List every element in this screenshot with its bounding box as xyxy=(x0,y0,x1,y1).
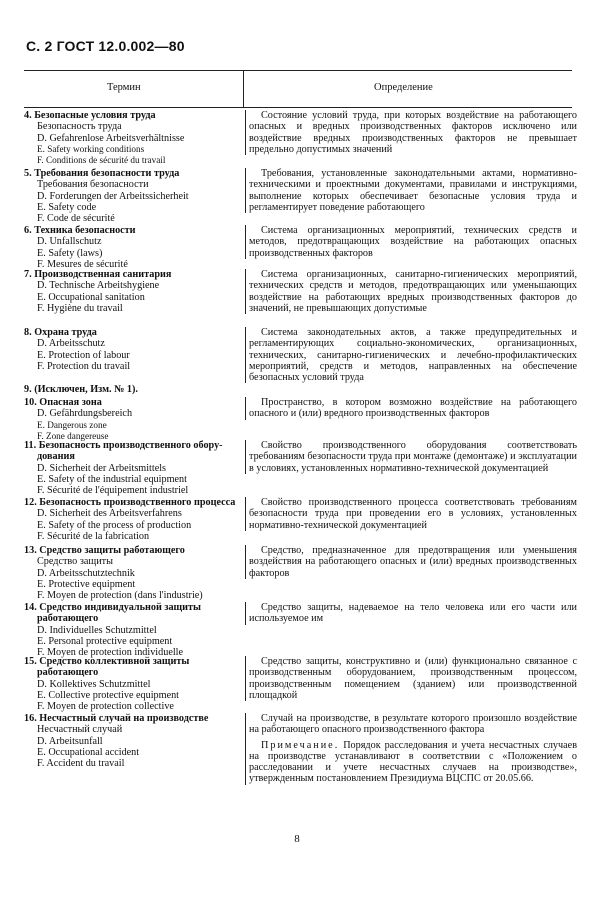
term-cell: 13. Средство защиты работающего Средство защиты D. Arbeitsschutztechnik E. Protective equipment F. Moyen de protection (dans l'industrie) xyxy=(24,545,244,601)
term-title: Опасная зона xyxy=(39,397,102,408)
term-fr: F. Protection du travail xyxy=(37,360,131,372)
term-fr: F. Moyen de protection individuelle xyxy=(37,647,184,659)
definition-cell: Случай на производстве, в результате которого произошло воздействие на работающего опасного производственного фактора Примечание. Порядок расследования и учета несчастных случаев на производстве устанавливают в соответствии с «Положением о расследовании и учете несчастных случаев на производстве», утвержденным постановлением Президиума ВЦСПС от 20.05.66. xyxy=(245,713,577,785)
term-title: (Исключен, Изм. № 1). xyxy=(34,384,138,395)
term-cell: 10. Опасная зона D. Gefährdungsbereich E. Dangerous zone F. Zone dangereuse xyxy=(24,397,244,442)
definition-cell: Система законодательных актов, а также предупредительных и регламентирующих социально-экономических, организационных, технических, санитарно-гигиенических и лечебно-профилактических мероприятий, средств и методов, направленных на обеспечение безопасных условий труда xyxy=(245,327,577,383)
term-title: Производственная санитария xyxy=(34,269,172,280)
term-en: E. Safety of the industrial equipment xyxy=(37,473,187,485)
term-title: Требования безопасности труда xyxy=(34,168,180,179)
definition-cell: Требования, установленные законодательными актами, нормативно-техническими и проектными документами, правилами и инструкциями, выполнение которых обеспечивает безопасные условия труда и регламентирует поведение работающего xyxy=(245,168,577,213)
column-divider xyxy=(243,70,244,107)
term-fr: F. Sécurité de l'équipement industriel xyxy=(37,485,189,497)
definition-cell: Свойство производственного оборудования соответствовать требованиям безопасности труда при монтаже (демонтаже) и эксплуатации в условиях, установленных нормативно-технической документацией xyxy=(245,440,577,474)
term-synonym: Средство защиты xyxy=(37,556,113,568)
term-fr: F. Hygiène du travail xyxy=(37,302,123,314)
term-title-cont: работающего xyxy=(37,667,99,679)
term-en: E. Protective equipment xyxy=(37,578,136,590)
term-title: Безопасные условия труда xyxy=(34,110,156,121)
definition-cell: Состояние условий труда, при которых воздействие на работающего опасных и вредных производственных факторов исключено или воздействие вредных производственных факторов не превышает предельно допустимых значений xyxy=(245,110,577,155)
term-cell: 16. Несчастный случай на производстве Несчастный случай D. Arbeitsunfall E. Occupational accident F. Accident du travail xyxy=(24,713,244,769)
term-cell: 7. Производственная санитария D. Technische Arbeitshygiene E. Occupational sanitation F. Hygiène du travail xyxy=(24,269,244,314)
term-en: E. Dangerous zone xyxy=(37,419,107,430)
term-en: E. Safety (laws) xyxy=(37,247,103,259)
term-de: D. Gefahrenlose Arbeitsverhältnisse xyxy=(37,132,185,144)
term-cell: 8. Охрана труда D. Arbeitsschutz E. Protection of labour F. Protection du travail xyxy=(24,327,244,372)
term-cell: 11. Безопасность производственного обору- дования D. Sicherheit der Arbeitsmittels E. Safety of the industrial equipment F. Sécurité de l'équipement industriel xyxy=(24,440,244,496)
term-cell: 6. Техника безопасности D. Unfallschutz E. Safety (laws) F. Mesures de sécurité xyxy=(24,225,244,270)
definition-cell: Система организационных мероприятий, технических средств и методов, предотвращающих воздействие на работающих опасных производственных факторов xyxy=(245,225,577,259)
note xyxy=(249,740,577,785)
term-en: E. Occupational accident xyxy=(37,746,140,758)
definition-cell: Средство, предназначенное для предотвращения или уменьшения воздействия на работающего опасных и (или) вредных производственных факторов xyxy=(245,545,577,579)
term-fr: F. Code de sécurité xyxy=(37,213,115,225)
term-de: D. Kollektives Schutzmittel xyxy=(37,678,151,690)
term-title: Средство коллективной защиты xyxy=(39,656,190,667)
term-cell: 5. Требования безопасности труда Требования безопасности D. Forderungen der Arbeitssicherheit E. Safety code F. Code de sécurité xyxy=(24,168,244,224)
term-title: Средство индивидуальной защиты xyxy=(39,602,201,613)
term-fr: F. Accident du travail xyxy=(37,758,125,770)
table-top-rule xyxy=(24,70,572,71)
term-title: Безопасность производственного процесса xyxy=(39,497,236,508)
term-fr: F. Zone dangereuse xyxy=(37,430,109,441)
page-number: 8 xyxy=(294,833,300,845)
term-title: Безопасность производственного обору- xyxy=(38,440,223,451)
term-fr: F. Conditions de sécurité du travail xyxy=(37,155,166,166)
term-de: D. Unfallschutz xyxy=(37,236,102,248)
term-de: D. Sicherheit der Arbeitsmittels xyxy=(37,462,167,474)
term-en: E. Safety of the process of production xyxy=(37,519,192,531)
term-title-cont: дования xyxy=(37,451,75,463)
term-cell: 15. Средство коллективной защиты работающего D. Kollektives Schutzmittel E. Collective protective equipment F. Moyen de protection collective xyxy=(24,656,244,712)
term-title: Охрана труда xyxy=(34,327,97,338)
term-fr: F. Sécurité de la fabrication xyxy=(37,530,150,542)
note-text: Порядок расследования и учета несчастных случаев на производстве устанавливают в соответствии с «Положением о расследовании и учете несчастных случаев на производстве», утвержденным постановлением Президиума ВЦСПС от 20.05.66. xyxy=(249,739,578,785)
definition-column-header: Определение xyxy=(374,82,433,93)
term-column-header: Термин xyxy=(107,82,141,93)
definition-cell: Система организационных, санитарно-гигиенических мероприятий, технических средств и методов, предотвращающих или уменьшающих воздействие на работающих вредных производственных факторов до значений, не превышающих допустимые xyxy=(245,269,577,314)
term-fr: F. Moyen de protection (dans l'industrie) xyxy=(37,590,203,602)
term-synonym: Безопасность труда xyxy=(37,121,122,133)
term-synonym: Несчастный случай xyxy=(37,724,123,736)
page-header: С. 2 ГОСТ 12.0.002—80 xyxy=(26,38,185,54)
term-de: D. Sicherheit des Arbeitsverfahrens xyxy=(37,508,182,520)
term-cell: 4. Безопасные условия труда Безопасность труда D. Gefahrenlose Arbeitsverhältnisse E. Safety working conditions F. Conditions de sécurité du travail xyxy=(24,110,244,166)
term-cell: 9. (Исключен, Изм. № 1). xyxy=(24,384,138,395)
term-de: D. Technische Arbeitshygiene xyxy=(37,280,160,292)
definition-cell: Средство защиты, конструктивно и (или) функционально связанное с производственным оборудованием, производственным процессом, производственным помещением (зданием) или производственной площадкой xyxy=(245,656,577,701)
term-de: D. Arbeitsschutz xyxy=(37,338,105,350)
term-fr: F. Moyen de protection collective xyxy=(37,701,174,713)
term-en: E. Safety working conditions xyxy=(37,143,145,154)
term-de: D. Arbeitsunfall xyxy=(37,735,103,747)
term-title: Средство защиты работающего xyxy=(39,545,185,556)
term-en: E. Protection of labour xyxy=(37,349,130,361)
definition-cell: Пространство, в котором возможно воздействие на работающего опасного и (или) вредного производственных факторов xyxy=(245,397,577,420)
definition-cell: Свойство производственного процесса соответствовать требованиям безопасности труда при проведении его в условиях, установленных нормативно-технической документацией xyxy=(245,497,577,531)
term-de: D. Forderungen der Arbeitssicherheit xyxy=(37,190,189,202)
term-cell: 12. Безопасность производственного процесса D. Sicherheit des Arbeitsverfahrens E. Safety of the process of production F. Sécurité de la fabrication xyxy=(24,497,244,542)
term-en: E. Collective protective equipment xyxy=(37,689,180,701)
term-de: D. Individuelles Schutzmittel xyxy=(37,624,157,636)
term-en: E. Personal protective equipment xyxy=(37,635,173,647)
term-fr: F. Mesures de sécurité xyxy=(37,258,128,270)
table-header-rule xyxy=(24,107,572,108)
term-title: Техника безопасности xyxy=(34,225,136,236)
term-synonym: Требования безопасности xyxy=(37,179,149,191)
term-de: D. Gefährdungsbereich xyxy=(37,408,133,420)
term-en: E. Occupational sanitation xyxy=(37,291,145,303)
definition-cell: Средство защиты, надеваемое на тело человека или его части или используемое им xyxy=(245,602,577,625)
term-title: Несчастный случай на производстве xyxy=(39,713,209,724)
term-en: E. Safety code xyxy=(37,201,97,213)
term-cell: 14. Средство индивидуальной защиты работающего D. Individuelles Schutzmittel E. Personal protective equipment F. Moyen de protection individuelle xyxy=(24,602,244,658)
note-label: Примечание. xyxy=(261,739,340,751)
term-title-cont: работающего xyxy=(37,613,99,625)
term-de: D. Arbeitsschutztechnik xyxy=(37,567,135,579)
